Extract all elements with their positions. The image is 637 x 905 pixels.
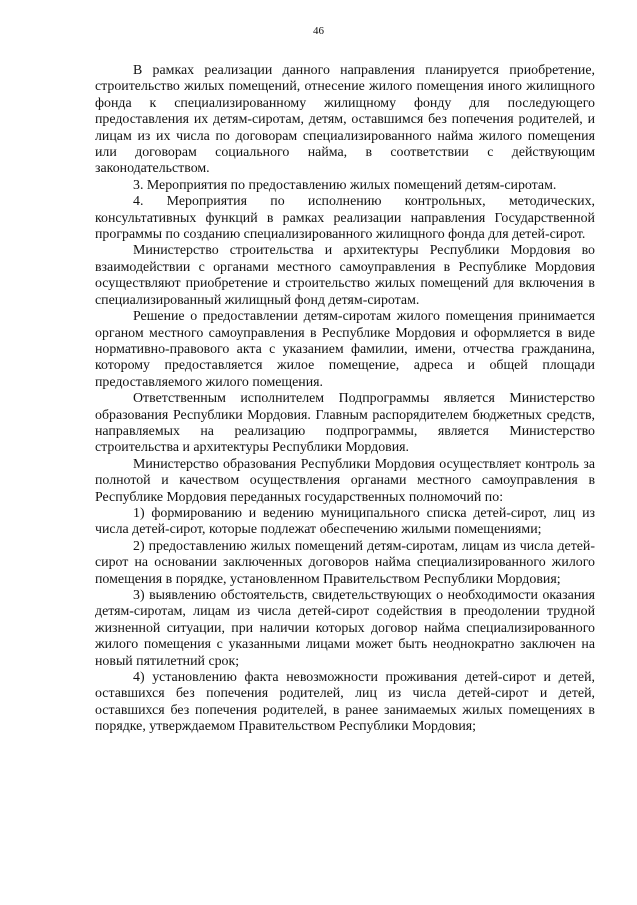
paragraph-item-4: 4. Мероприятия по исполнению контрольных, методических, консультативных функций в рамках реализации направления Государственной программы по созданию специализированного жилищного фонда для детей-сирот. [95,194,595,243]
paragraph-list-item-1: 1) формированию и ведению муниципального списка детей-сирот, лиц из числа детей-сирот, которые подлежат обеспечению жилыми помещениями; [95,505,595,538]
paragraph-ministry-education-control: Министерство образования Республики Мордовия осуществляет контроль за полнотой и качеством осуществления органами местного самоуправления в Республике Мордовия переданных государственных полномочий по: [95,456,595,505]
paragraph-responsible-executor: Ответственным исполнителем Подпрограммы является Министерство образования Республики Мордовия. Главным распорядителем бюджетных средств, направляемых на реализацию подпрограммы, является Министерство строительства и архитектуры Республики Мордовия. [95,391,595,456]
paragraph-list-item-3: 3) выявлению обстоятельств, свидетельствующих о необходимости оказания детям-сиротам, лицам из числа детей-сирот содействия в преодолении трудной жизненной ситуации, при наличии которых договор найма специализированного жилого помещения с указанными лицами может быть неоднократно заключен на новый пятилетний срок; [95,588,595,669]
paragraph-ministry-construction: Министерство строительства и архитектуры Республики Мордовия во взаимодействии с органами местного самоуправления в Республике Мордовия осуществляют приобретение и строительство жилых помещений для включения в специализированный жилищный фонд детям-сиротам. [95,243,595,308]
paragraph-decision: Решение о предоставлении детям-сиротам жилого помещения принимается органом местного самоуправления в Республике Мордовия и оформляется в виде нормативно-правового акта с указанием фамилии, имени, отчества гражданина, которому предоставляется жилое помещение, адреса и общей площади предоставляемого жилого помещения. [95,309,595,390]
paragraph-list-item-2: 2) предоставлению жилых помещений детям-сиротам, лицам из числа детей-сирот на основании заключенных договоров найма специализированного жилого помещения в порядке, установленном Правительством Республики Мордовия; [95,538,595,587]
paragraph-acquisition-plan: В рамках реализации данного направления планируется приобретение, строительство жилых помещений, отнесение жилого помещения иного жилищного фонда к специализированному жилищному фонду для последующего предоставления их детям-сиротам, детям, оставшимся без попечения родителей, и лицам из их числа по договорам специализированного найма жилого помещения или договорам социального найма, в соответствии с действующим законодательством. [95,63,595,177]
page-number: 46 [313,25,324,37]
document-body [95,63,595,736]
paragraph-list-item-4: 4) установлению факта невозможности проживания детей-сирот и детей, оставшихся без попечения родителей, лиц из числа детей-сирот и детей, оставшихся без попечения родителей, в ранее занимаемых жилых помещениях в порядке, утверждаемом Правительством Республики Мордовия; [95,670,595,735]
paragraph-item-3: 3. Мероприятия по предоставлению жилых помещений детям-сиротам. [133,177,557,193]
